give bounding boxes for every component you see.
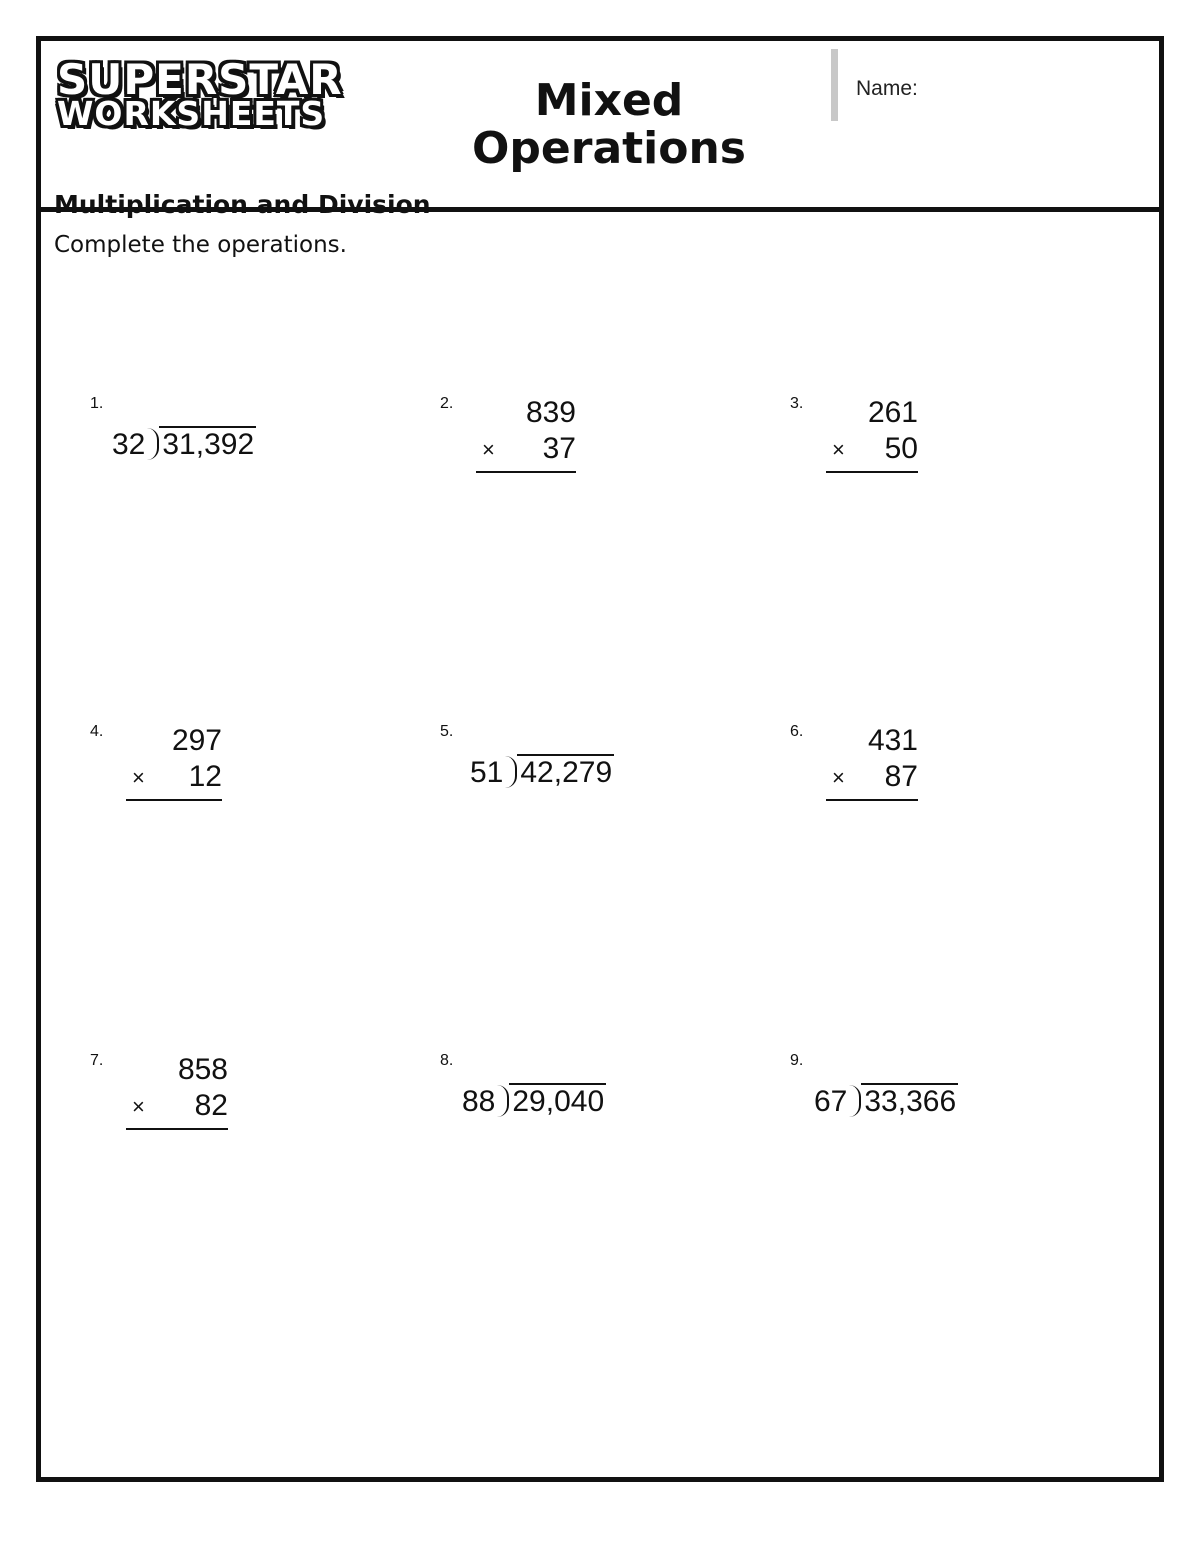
logo-line-2: WORKSHEETS	[57, 94, 326, 133]
dividend: 31,392	[159, 426, 256, 462]
problem-1	[90, 395, 390, 515]
multiplicand: 839	[525, 396, 576, 429]
multiplication	[126, 723, 222, 801]
multiplier: 87	[884, 760, 918, 793]
multiplier: 50	[884, 432, 918, 465]
problem-number: 3.	[790, 395, 804, 412]
long-division	[470, 754, 614, 791]
problem-2	[440, 395, 740, 515]
name-field-divider	[831, 49, 838, 121]
multiplicand: 858	[177, 1053, 228, 1086]
problem-5	[440, 723, 740, 843]
division-bracket	[505, 756, 517, 788]
multiplication	[126, 1052, 228, 1130]
multiplier-row	[826, 759, 918, 801]
divisor: 32	[112, 428, 146, 461]
times-icon: ×	[832, 437, 845, 462]
problem-4	[90, 723, 390, 843]
long-division	[112, 426, 256, 463]
multiplier: 82	[194, 1089, 228, 1122]
multiplier-row	[126, 759, 222, 801]
divisor: 67	[814, 1085, 848, 1118]
problem-number: 5.	[440, 723, 454, 740]
section-title: Multiplication and Division	[54, 190, 431, 219]
multiplicand: 261	[867, 396, 918, 429]
problem-number: 1.	[90, 395, 104, 412]
multiplier-row	[826, 431, 918, 473]
long-division	[814, 1083, 958, 1120]
dividend: 42,279	[517, 754, 614, 790]
long-division	[462, 1083, 606, 1120]
times-icon: ×	[132, 1094, 145, 1119]
times-icon: ×	[832, 765, 845, 790]
divisor: 51	[470, 756, 504, 789]
times-icon: ×	[482, 437, 495, 462]
title-line-2: Operations	[472, 123, 746, 174]
multiplier-row	[476, 431, 576, 473]
problem-number: 7.	[90, 1052, 104, 1069]
division-bracket	[147, 428, 159, 460]
dividend: 33,366	[861, 1083, 958, 1119]
division-bracket	[849, 1085, 861, 1117]
instructions: Complete the operations.	[54, 232, 347, 258]
problem-7	[90, 1052, 390, 1172]
division-bracket	[497, 1085, 509, 1117]
multiplier: 37	[542, 432, 576, 465]
problem-8	[440, 1052, 740, 1172]
page-title	[441, 77, 777, 173]
logo-line-1: SUPERSTAR	[57, 55, 343, 104]
superstar-worksheets-logo	[57, 55, 343, 133]
multiplier-row	[126, 1088, 228, 1130]
title-line-1: Mixed	[534, 75, 684, 126]
multiplier: 12	[188, 760, 222, 793]
multiplication	[826, 395, 918, 473]
times-icon: ×	[132, 765, 145, 790]
problem-number: 4.	[90, 723, 104, 740]
problem-number: 6.	[790, 723, 804, 740]
multiplicand: 297	[171, 724, 222, 757]
multiplication	[476, 395, 576, 473]
problem-number: 9.	[790, 1052, 804, 1069]
worksheet-header	[41, 41, 1159, 212]
problem-number: 8.	[440, 1052, 454, 1069]
multiplication	[826, 723, 918, 801]
problem-9	[790, 1052, 1090, 1172]
problem-6	[790, 723, 1090, 843]
dividend: 29,040	[509, 1083, 606, 1119]
problem-number: 2.	[440, 395, 454, 412]
multiplicand: 431	[867, 724, 918, 757]
problem-3	[790, 395, 1090, 515]
divisor: 88	[462, 1085, 496, 1118]
name-label: Name:	[856, 77, 918, 100]
